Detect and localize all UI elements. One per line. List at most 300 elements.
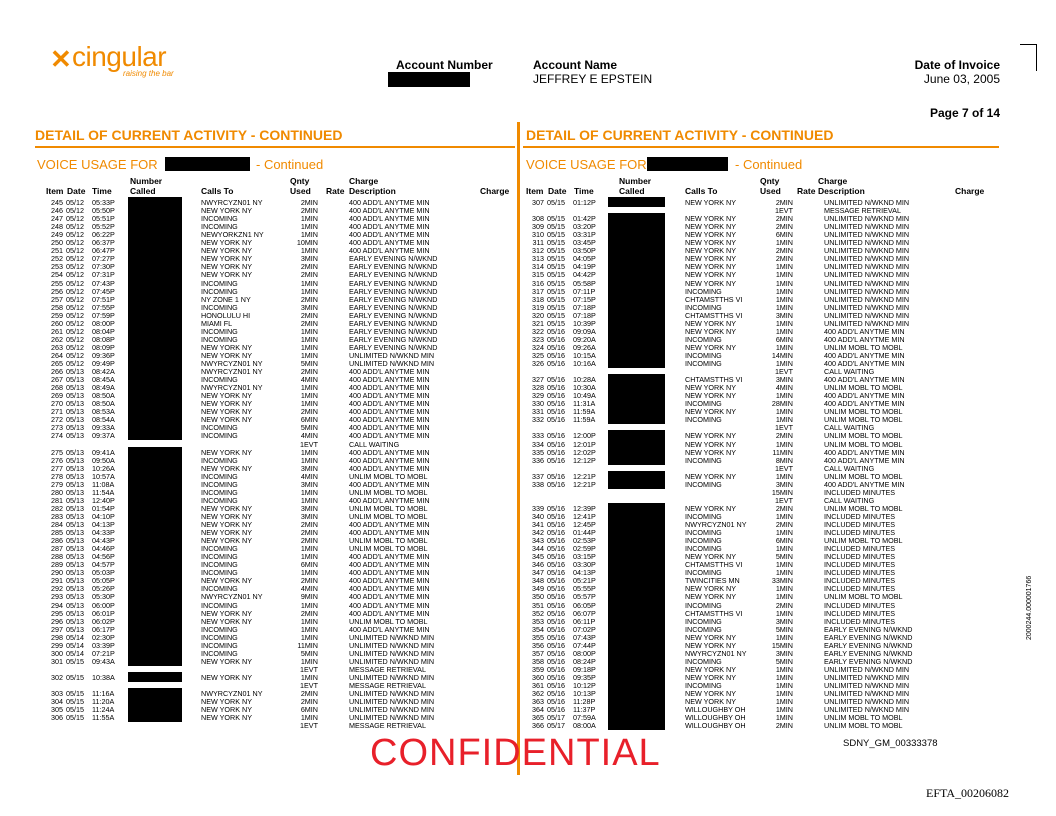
calls-to: NEW YORK NY: [685, 632, 736, 642]
call-time: 06:00P: [92, 600, 115, 610]
call-time: 05:33P: [92, 198, 115, 207]
item-number: 277: [51, 463, 63, 473]
item-number: 310: [532, 230, 544, 240]
item-number: 326: [532, 359, 544, 368]
charge-description: 400 ADD'L ANYTME MIN: [349, 407, 430, 417]
quantity-used: 1MIN: [300, 246, 318, 256]
charge-description: UNLIMITED N/WKND MIN: [824, 318, 910, 328]
quantity-used: 3MIN: [300, 479, 318, 489]
call-time: 05:21P: [573, 576, 596, 586]
item-number: 307: [532, 198, 544, 207]
call-date: 05/16: [547, 431, 565, 441]
item-number: 245: [51, 198, 63, 207]
call-date: 05/13: [66, 600, 84, 610]
call-date: 05/13: [66, 528, 84, 538]
quantity-used: 1MIN: [775, 584, 793, 594]
charge-description: CALL WAITING: [349, 439, 400, 449]
call-date: 05/13: [66, 487, 84, 497]
quantity-used: 1MIN: [775, 286, 793, 296]
item-number: 246: [51, 206, 63, 216]
calls-to: NEW YORK NY: [201, 391, 252, 401]
call-time: 08:53A: [92, 407, 115, 417]
call-time: 11:20A: [92, 697, 115, 707]
item-number: 346: [532, 560, 544, 570]
call-date: 05/15: [547, 214, 565, 224]
calls-to: NEW YORK NY: [685, 230, 736, 240]
call-time: 09:33A: [92, 423, 115, 433]
col-date: Date: [67, 186, 86, 196]
item-number: 361: [532, 681, 544, 690]
quantity-used: 11MIN: [772, 447, 793, 457]
call-time: 10:26A: [92, 463, 115, 473]
item-number: 282: [51, 503, 63, 513]
call-date: 05/16: [547, 511, 565, 521]
charge-description: UNLIMITED N/WKND MIN: [824, 262, 910, 272]
charge-description: UNLIMITED N/WKND MIN: [824, 246, 910, 256]
calls-to: NEW YORK NY: [201, 407, 252, 417]
calls-to: INCOMING: [201, 326, 238, 336]
call-time: 08:04P: [92, 326, 115, 336]
calls-to: INCOMING: [201, 278, 238, 288]
charge-description: CALL WAITING: [824, 367, 875, 377]
item-number: 340: [532, 511, 544, 521]
call-time: 11:55A: [92, 713, 115, 723]
calls-to: NEW YORK NY: [685, 697, 736, 707]
call-date: 05/12: [66, 238, 84, 248]
col-item: Item: [46, 186, 64, 196]
calls-to: WILLOUGHBY OH: [685, 705, 746, 715]
calls-to: CHTAMSTTHS VI: [685, 375, 743, 385]
call-time: 11:08A: [92, 479, 115, 489]
quantity-used: 1MIN: [300, 222, 318, 232]
item-number: 295: [51, 608, 63, 618]
quantity-used: 4MIN: [300, 471, 318, 481]
call-date: 05/16: [547, 447, 565, 457]
call-time: 05:52P: [92, 222, 115, 232]
call-date: 05/12: [66, 246, 84, 256]
quantity-used: 1MIN: [300, 624, 318, 634]
charge-description: INCLUDED MINUTES: [824, 511, 896, 521]
quantity-used: 6MIN: [775, 334, 793, 344]
quantity-used: 3MIN: [300, 302, 318, 312]
charge-description: UNLIMITED N/WKND MIN: [349, 648, 435, 658]
charge-description: INCLUDED MINUTES: [824, 487, 896, 497]
calls-to: INCOMING: [685, 286, 722, 296]
call-time: 12:01P: [573, 439, 596, 449]
charge-description: UNLIMITED N/WKND MIN: [824, 294, 910, 304]
efta-number: EFTA_00206082: [926, 786, 1010, 800]
item-number: 278: [51, 471, 63, 481]
charge-description: INCLUDED MINUTES: [824, 560, 896, 570]
quantity-used: 2MIN: [300, 689, 318, 699]
calls-to: NEW YORK NY: [201, 463, 252, 473]
col-rate: Rate: [326, 186, 345, 196]
call-time: 08:54A: [92, 415, 115, 425]
logo-x-icon: ✕: [50, 44, 72, 74]
call-date: 05/16: [547, 624, 565, 634]
table-row: [524, 721, 994, 730]
call-date: 05/16: [547, 656, 565, 666]
calls-to: CHTAMSTTHS VI: [685, 608, 743, 618]
col-used: Used: [290, 186, 311, 196]
calls-to: NEW YORK NY: [685, 471, 736, 481]
call-date: 05/16: [547, 560, 565, 570]
item-number: 317: [532, 286, 544, 296]
quantity-used: 1MIN: [775, 407, 793, 417]
item-number: 291: [51, 576, 63, 586]
quantity-used: 3MIN: [300, 503, 318, 513]
item-number: 258: [51, 302, 63, 312]
call-time: 11:24A: [92, 705, 115, 715]
calls-to: INCOMING: [685, 528, 722, 538]
charge-description: 400 ADD'L ANYTME MIN: [349, 206, 430, 216]
corner-mark: [1036, 44, 1037, 71]
call-date: 05/12: [66, 310, 84, 320]
col-date: Date: [548, 186, 567, 196]
item-number: 253: [51, 262, 63, 272]
calls-to: INCOMING: [685, 479, 722, 489]
quantity-used: 2MIN: [300, 536, 318, 546]
call-time: 08:50A: [92, 391, 115, 401]
item-number: 293: [51, 592, 63, 602]
calls-to: NEW YORK NY: [685, 664, 736, 674]
quantity-used: 2MIN: [775, 721, 793, 731]
call-time: 09:35P: [573, 672, 596, 682]
charge-description: 400 ADD'L ANYTME MIN: [349, 431, 430, 441]
quantity-used: 2MIN: [300, 270, 318, 280]
item-number: 297: [51, 624, 63, 634]
call-date: 05/16: [547, 479, 565, 489]
item-number: 364: [532, 705, 544, 715]
charge-description: 400 ADD'L ANYTME MIN: [349, 222, 430, 232]
quantity-used: 1EVT: [775, 495, 793, 505]
call-date: 05/15: [547, 238, 565, 248]
quantity-used: 1MIN: [300, 632, 318, 642]
col-charge: Charge: [480, 186, 510, 196]
call-date: 05/12: [66, 334, 84, 344]
calls-to: INCOMING: [685, 624, 722, 634]
col-time: Time: [574, 186, 594, 196]
call-time: 05:55P: [573, 584, 596, 594]
item-number: 269: [51, 391, 63, 401]
item-number: 343: [532, 536, 544, 546]
quantity-used: 1MIN: [775, 705, 793, 715]
call-time: 01:42P: [573, 214, 596, 224]
call-date: 05/13: [66, 608, 84, 618]
call-time: 08:24P: [573, 656, 596, 666]
calls-to: NEW YORK NY: [201, 616, 252, 626]
charge-description: UNLIMITED N/WKND MIN: [824, 198, 910, 207]
item-number: 314: [532, 262, 544, 272]
calls-to: NWYRCYZN01 NY: [201, 383, 263, 393]
call-time: 09:18P: [573, 664, 596, 674]
call-date: 05/16: [547, 455, 565, 465]
call-time: 06:17P: [92, 624, 115, 634]
item-number: 303: [51, 689, 63, 699]
charge-description: UNLIM MOBL TO MOBL: [824, 415, 903, 425]
item-number: 281: [51, 495, 63, 505]
call-date: 05/15: [66, 713, 84, 723]
charge-description: INCLUDED MINUTES: [824, 568, 896, 578]
call-date: 05/15: [547, 262, 565, 272]
quantity-used: 4MIN: [775, 383, 793, 393]
charge-description: EARLY EVENING N/WKND: [824, 624, 913, 634]
calls-to: MIAMI FL: [201, 318, 233, 328]
call-date: 05/16: [547, 334, 565, 344]
calls-to: NEW YORK NY: [685, 238, 736, 248]
item-number: 336: [532, 455, 544, 465]
call-time: 07:11P: [573, 286, 596, 296]
charge-description: UNLIM MOBL TO MOBL: [349, 616, 428, 626]
call-time: 07:59A: [573, 713, 596, 723]
call-date: 05/13: [66, 407, 84, 417]
col-number-top: Number: [619, 176, 652, 186]
call-date: 05/15: [547, 318, 565, 328]
item-number: 341: [532, 520, 544, 529]
calls-to: NEW YORK NY: [201, 656, 252, 666]
quantity-used: 1MIN: [775, 689, 793, 699]
item-number: 327: [532, 375, 544, 385]
call-time: 06:07P: [573, 608, 596, 618]
call-date: 05/16: [547, 568, 565, 578]
charge-description: INCLUDED MINUTES: [824, 520, 896, 529]
calls-to: INCOMING: [685, 600, 722, 610]
charge-description: 400 ADD'L ANYTME MIN: [824, 359, 905, 368]
calls-to: INCOMING: [201, 648, 238, 658]
charge-description: UNLIMITED N/WKND MIN: [824, 689, 910, 699]
call-time: 01:54P: [92, 503, 115, 513]
call-date: 05/12: [66, 262, 84, 272]
call-time: 03:30P: [573, 560, 596, 570]
quantity-used: 2MIN: [775, 503, 793, 513]
charge-description: UNLIMITED N/WKND MIN: [824, 664, 910, 674]
call-time: 01:44P: [573, 528, 596, 538]
quantity-used: 1MIN: [775, 270, 793, 280]
quantity-used: 2MIN: [300, 294, 318, 304]
call-time: 09:09A: [573, 326, 596, 336]
calls-to: NEW YORK NY: [201, 262, 252, 272]
calls-to: NEW YORK NY: [685, 431, 736, 441]
call-time: 07:27P: [92, 254, 115, 264]
calls-to: NEW YORK NY: [685, 278, 736, 288]
redaction-bar: [608, 720, 665, 730]
call-date: 05/12: [66, 302, 84, 312]
quantity-used: 1MIN: [300, 214, 318, 224]
call-date: 05/15: [547, 310, 565, 320]
call-date: 05/13: [66, 503, 84, 513]
calls-to: INCOMING: [201, 584, 238, 594]
call-date: 05/16: [547, 640, 565, 650]
quantity-used: 1MIN: [300, 286, 318, 296]
call-date: 05/16: [547, 528, 565, 538]
charge-description: UNLIMITED N/WKND MIN: [349, 705, 435, 715]
call-date: 05/13: [66, 568, 84, 578]
calls-to: NEW YORK NY: [201, 576, 252, 586]
redaction-bar: [388, 72, 470, 87]
calls-to: NEW YORK NY: [201, 270, 252, 280]
call-date: 05/15: [547, 246, 565, 256]
call-time: 10:12P: [573, 681, 596, 690]
call-date: 05/16: [547, 375, 565, 385]
call-date: 05/13: [66, 495, 84, 505]
item-number: 308: [532, 214, 544, 224]
charge-description: 400 ADD'L ANYTME MIN: [824, 326, 905, 336]
charge-description: UNLIM MOBL TO MOBL: [824, 383, 903, 393]
account-name-label: Account Name: [533, 58, 618, 72]
charge-description: 400 ADD'L ANYTME MIN: [349, 608, 430, 618]
charge-description: EARLY EVENING N/WKND: [824, 656, 913, 666]
charge-description: INCLUDED MINUTES: [824, 616, 896, 626]
calls-to: INCOMING: [685, 511, 722, 521]
quantity-used: 6MIN: [300, 705, 318, 715]
charge-description: UNLIM MOBL TO MOBL: [349, 487, 428, 497]
calls-to: INCOMING: [201, 479, 238, 489]
item-number: 261: [51, 326, 63, 336]
item-number: 312: [532, 246, 544, 256]
call-time: 06:11P: [573, 616, 596, 626]
call-date: 05/16: [547, 576, 565, 586]
quantity-used: 1MIN: [300, 399, 318, 409]
charge-description: UNLIM MOBL TO MOBL: [349, 511, 428, 521]
charge-description: 400 ADD'L ANYTME MIN: [349, 479, 430, 489]
item-number: 355: [532, 632, 544, 642]
charge-description: 400 ADD'L ANYTME MIN: [349, 455, 430, 465]
item-number: 305: [51, 705, 63, 715]
item-number: 318: [532, 294, 544, 304]
item-number: 334: [532, 439, 544, 449]
quantity-used: 9MIN: [300, 592, 318, 602]
call-time: 10:16A: [573, 359, 596, 368]
calls-to: NEW YORK NY: [685, 407, 736, 417]
charge-description: UNLIMITED N/WKND MIN: [824, 270, 910, 280]
call-time: 03:31P: [573, 230, 596, 240]
charge-description: UNLIM MOBL TO MOBL: [349, 536, 428, 546]
call-time: 07:51P: [92, 294, 115, 304]
item-number: 292: [51, 584, 63, 594]
calls-to: NEW YORK NY: [685, 640, 736, 650]
quantity-used: 1MIN: [775, 342, 793, 352]
call-date: 05/13: [66, 584, 84, 594]
quantity-used: 1MIN: [300, 656, 318, 666]
quantity-used: 1EVT: [775, 367, 793, 377]
item-number: 289: [51, 560, 63, 570]
charge-description: 400 ADD'L ANYTME MIN: [349, 552, 430, 562]
calls-to: INCOMING: [201, 640, 238, 650]
call-date: 05/16: [547, 503, 565, 513]
quantity-used: 1MIN: [300, 350, 318, 360]
quantity-used: 2MIN: [300, 697, 318, 707]
quantity-used: 1MIN: [775, 681, 793, 690]
calls-to: INCOMING: [201, 544, 238, 554]
quantity-used: 2MIN: [775, 520, 793, 529]
table-row: [44, 721, 514, 730]
call-time: 11:16A: [92, 689, 115, 699]
calls-to: INCOMING: [201, 286, 238, 296]
quantity-used: 1MIN: [775, 560, 793, 570]
call-time: 09:49P: [92, 359, 115, 368]
call-date: 05/15: [66, 672, 84, 682]
quantity-used: 1MIN: [300, 487, 318, 497]
call-time: 12:00P: [573, 431, 596, 441]
quantity-used: 2MIN: [775, 214, 793, 224]
call-time: 05:03P: [92, 568, 115, 578]
call-date: 05/16: [547, 399, 565, 409]
item-number: 338: [532, 479, 544, 489]
charge-description: UNLIM MOBL TO MOBL: [824, 431, 903, 441]
item-number: 256: [51, 286, 63, 296]
charge-description: UNLIMITED N/WKND MIN: [824, 278, 910, 288]
charge-description: 400 ADD'L ANYTME MIN: [349, 399, 430, 409]
charge-description: 400 ADD'L ANYTME MIN: [824, 455, 905, 465]
quantity-used: 5MIN: [775, 656, 793, 666]
call-date: 05/15: [66, 697, 84, 707]
quantity-used: 15MIN: [771, 640, 793, 650]
calls-to: INCOMING: [201, 560, 238, 570]
item-number: 298: [51, 632, 63, 642]
quantity-used: 1MIN: [775, 318, 793, 328]
charge-description: EARLY EVENING N/WKND: [349, 334, 438, 344]
calls-to: INCOMING: [685, 359, 722, 368]
calls-to: INCOMING: [685, 334, 722, 344]
calls-to: NEW YORK NY: [201, 536, 252, 546]
quantity-used: 2MIN: [300, 576, 318, 586]
calls-to: NWYRCYZN01 NY: [201, 592, 263, 602]
quantity-used: 4MIN: [300, 375, 318, 385]
call-time: 12:21P: [573, 479, 596, 489]
item-number: 251: [51, 246, 63, 256]
charge-description: 400 ADD'L ANYTME MIN: [824, 375, 905, 385]
charge-description: 400 ADD'L ANYTME MIN: [349, 198, 430, 207]
charge-description: UNLIMITED N/WKND MIN: [349, 632, 435, 642]
item-number: 259: [51, 310, 63, 320]
charge-description: UNLIM MOBL TO MOBL: [349, 544, 428, 554]
item-number: 365: [532, 713, 544, 723]
quantity-used: 6MIN: [775, 536, 793, 546]
charge-description: UNLIMITED N/WKND MIN: [824, 222, 910, 232]
calls-to: NEW YORK NY: [685, 592, 736, 602]
calls-to: NEW YORK NY: [685, 254, 736, 264]
call-time: 12:41P: [573, 511, 596, 521]
item-number: 279: [51, 479, 63, 489]
section-title-right: DETAIL OF CURRENT ACTIVITY - CONTINUED: [526, 127, 834, 143]
quantity-used: 1MIN: [300, 383, 318, 393]
item-number: 339: [532, 503, 544, 513]
call-time: 07:31P: [92, 270, 115, 280]
calls-to: INCOMING: [685, 455, 722, 465]
quantity-used: 3MIN: [300, 511, 318, 521]
calls-to: INCOMING: [685, 399, 722, 409]
item-number: 344: [532, 544, 544, 554]
invoice-date-label: Date of Invoice: [914, 58, 1000, 72]
item-number: 288: [51, 552, 63, 562]
item-number: 354: [532, 624, 544, 634]
calls-to: NEW YORK NY: [201, 672, 252, 682]
call-date: 05/14: [66, 632, 84, 642]
call-time: 03:50P: [573, 246, 596, 256]
charge-description: UNLIM MOBL TO MOBL: [824, 407, 903, 417]
item-number: 329: [532, 391, 544, 401]
call-date: 05/15: [547, 222, 565, 232]
charge-description: EARLY EVENING N/WKND: [349, 286, 438, 296]
quantity-used: 1MIN: [300, 455, 318, 465]
col-charge-top: Charge: [349, 176, 379, 186]
item-number: 347: [532, 568, 544, 578]
quantity-used: 5MIN: [300, 423, 318, 433]
call-date: 05/12: [66, 286, 84, 296]
charge-description: 400 ADD'L ANYTME MIN: [824, 391, 905, 401]
quantity-used: 1MIN: [775, 511, 793, 521]
quantity-used: 15MIN: [771, 487, 793, 497]
